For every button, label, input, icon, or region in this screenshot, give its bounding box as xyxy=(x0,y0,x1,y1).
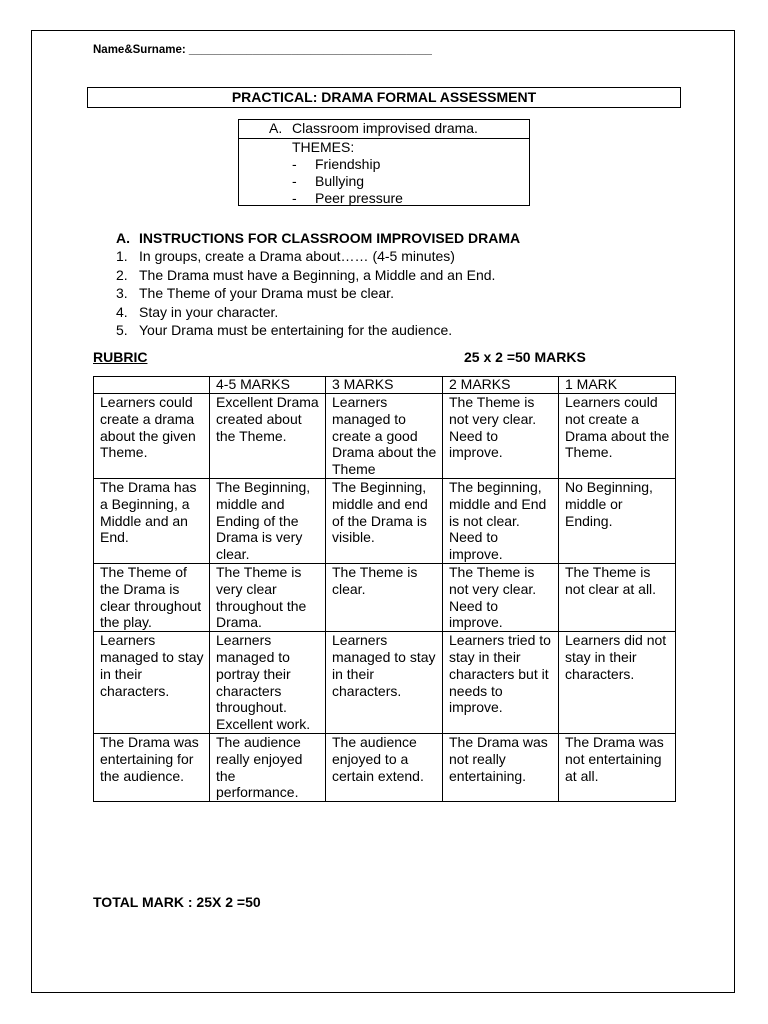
rubric-header-cell: 1 MARK xyxy=(559,377,676,394)
theme-dash: - xyxy=(292,156,297,172)
themes-subheading: THEMES: xyxy=(292,139,355,155)
instruction-item xyxy=(116,266,520,285)
theme-text: Friendship xyxy=(315,156,381,172)
instruction-number: 2. xyxy=(116,266,128,283)
rubric-cell: The Theme is very clear throughout the Drama. xyxy=(210,563,326,631)
rubric-cell: The Drama was not really entertaining. xyxy=(443,733,559,801)
theme-item xyxy=(239,156,529,173)
theme-dash: - xyxy=(292,190,297,206)
instruction-text: In groups, create a Drama about…… (4-5 minutes) xyxy=(139,248,455,264)
table-row xyxy=(94,478,676,563)
rubric-cell: The Beginning, middle and end of the Drama is visible. xyxy=(326,478,443,563)
instruction-item xyxy=(116,321,520,340)
rubric-cell: Learners tried to stay in their characters but it needs to improve. xyxy=(443,632,559,734)
instructions-heading xyxy=(116,229,520,247)
rubric-cell: No Beginning, middle or Ending. xyxy=(559,478,676,563)
instruction-item xyxy=(116,247,520,266)
rubric-criterion-cell: The Drama was entertaining for the audience. xyxy=(94,733,210,801)
rubric-label: RUBRIC xyxy=(93,349,148,365)
rubric-cell: Learners managed to create a good Drama about the Theme xyxy=(326,394,443,479)
instruction-number: 3. xyxy=(116,285,128,301)
total-mark: TOTAL MARK : 25X 2 =50 xyxy=(93,894,261,910)
instruction-number: 4. xyxy=(116,303,128,320)
rubric-criterion-cell: The Theme of the Drama is clear throughout the play. xyxy=(94,563,210,631)
instruction-text: Your Drama must be entertaining for the audience. xyxy=(139,322,453,338)
rubric-cell: The Theme is clear. xyxy=(326,563,443,631)
table-row xyxy=(94,632,676,734)
instruction-number: 5. xyxy=(116,322,128,338)
themes-heading-row xyxy=(239,120,529,139)
instruction-text: The Theme of your Drama must be clear. xyxy=(139,285,394,301)
rubric-criterion-cell: The Drama has a Beginning, a Middle and an End. xyxy=(94,478,210,563)
rubric-header-row xyxy=(94,377,676,394)
theme-text: Bullying xyxy=(315,173,365,189)
rubric-cell: Learners managed to portray their characters throughout. Excellent work. xyxy=(210,632,326,734)
rubric-heading-line xyxy=(93,348,599,366)
rubric-cell: Learners could not create a Drama about the Theme. xyxy=(559,394,676,479)
rubric-cell: The beginning, middle and End is not clear. Need to improve. xyxy=(443,478,559,563)
rubric-cell: The Beginning, middle and Ending of the Drama is very clear. xyxy=(210,478,326,563)
rubric-header-cell: 4-5 MARKS xyxy=(210,377,326,394)
theme-item xyxy=(239,190,529,207)
rubric-header-cell: 2 MARKS xyxy=(443,377,559,394)
instruction-number: 1. xyxy=(116,248,128,264)
rubric-header-cell xyxy=(94,377,210,394)
rubric-cell: The audience really enjoyed the performance. xyxy=(210,733,326,801)
rubric-cell: The Theme is not clear at all. xyxy=(559,563,676,631)
instructions-label: A. xyxy=(116,230,130,246)
theme-text: Peer pressure xyxy=(315,190,403,206)
table-row xyxy=(94,394,676,479)
rubric-cell: Learners did not stay in their characters. xyxy=(559,632,676,734)
rubric-criterion-cell: Learners managed to stay in their characters. xyxy=(94,632,210,734)
themes-label: A. xyxy=(269,120,283,136)
instruction-text: Stay in your character. xyxy=(139,303,279,320)
rubric-cell: Learners managed to stay in their characters. xyxy=(326,632,443,734)
instruction-item xyxy=(116,303,520,322)
rubric-table xyxy=(93,376,676,802)
table-row xyxy=(94,563,676,631)
rubric-total-marks: 25 x 2 =50 MARKS xyxy=(464,349,586,365)
themes-box xyxy=(238,119,530,206)
theme-item xyxy=(239,173,529,190)
instructions-heading-text: INSTRUCTIONS FOR CLASSROOM IMPROVISED DRAMA xyxy=(139,230,521,246)
rubric-criterion-cell: Learners could create a drama about the given Theme. xyxy=(94,394,210,479)
instruction-text: The Drama must have a Beginning, a Middle and an End. xyxy=(139,266,496,283)
rubric-cell: The Drama was not entertaining at all. xyxy=(559,733,676,801)
rubric-cell: The audience enjoyed to a certain extend. xyxy=(326,733,443,801)
table-row xyxy=(94,733,676,801)
instruction-item xyxy=(116,284,520,303)
name-surname-field: Name&Surname: ______________________________________ xyxy=(93,44,432,56)
rubric-cell: The Theme is not very clear. Need to improve. xyxy=(443,394,559,479)
rubric-header-cell: 3 MARKS xyxy=(326,377,443,394)
page-title: PRACTICAL: DRAMA FORMAL ASSESSMENT xyxy=(87,87,681,108)
themes-heading: Classroom improvised drama. xyxy=(292,120,478,136)
rubric-cell: Excellent Drama created about the Theme. xyxy=(210,394,326,479)
rubric-cell: The Theme is not very clear. Need to improve. xyxy=(443,563,559,631)
theme-dash: - xyxy=(292,173,297,189)
instructions-section xyxy=(116,229,520,340)
